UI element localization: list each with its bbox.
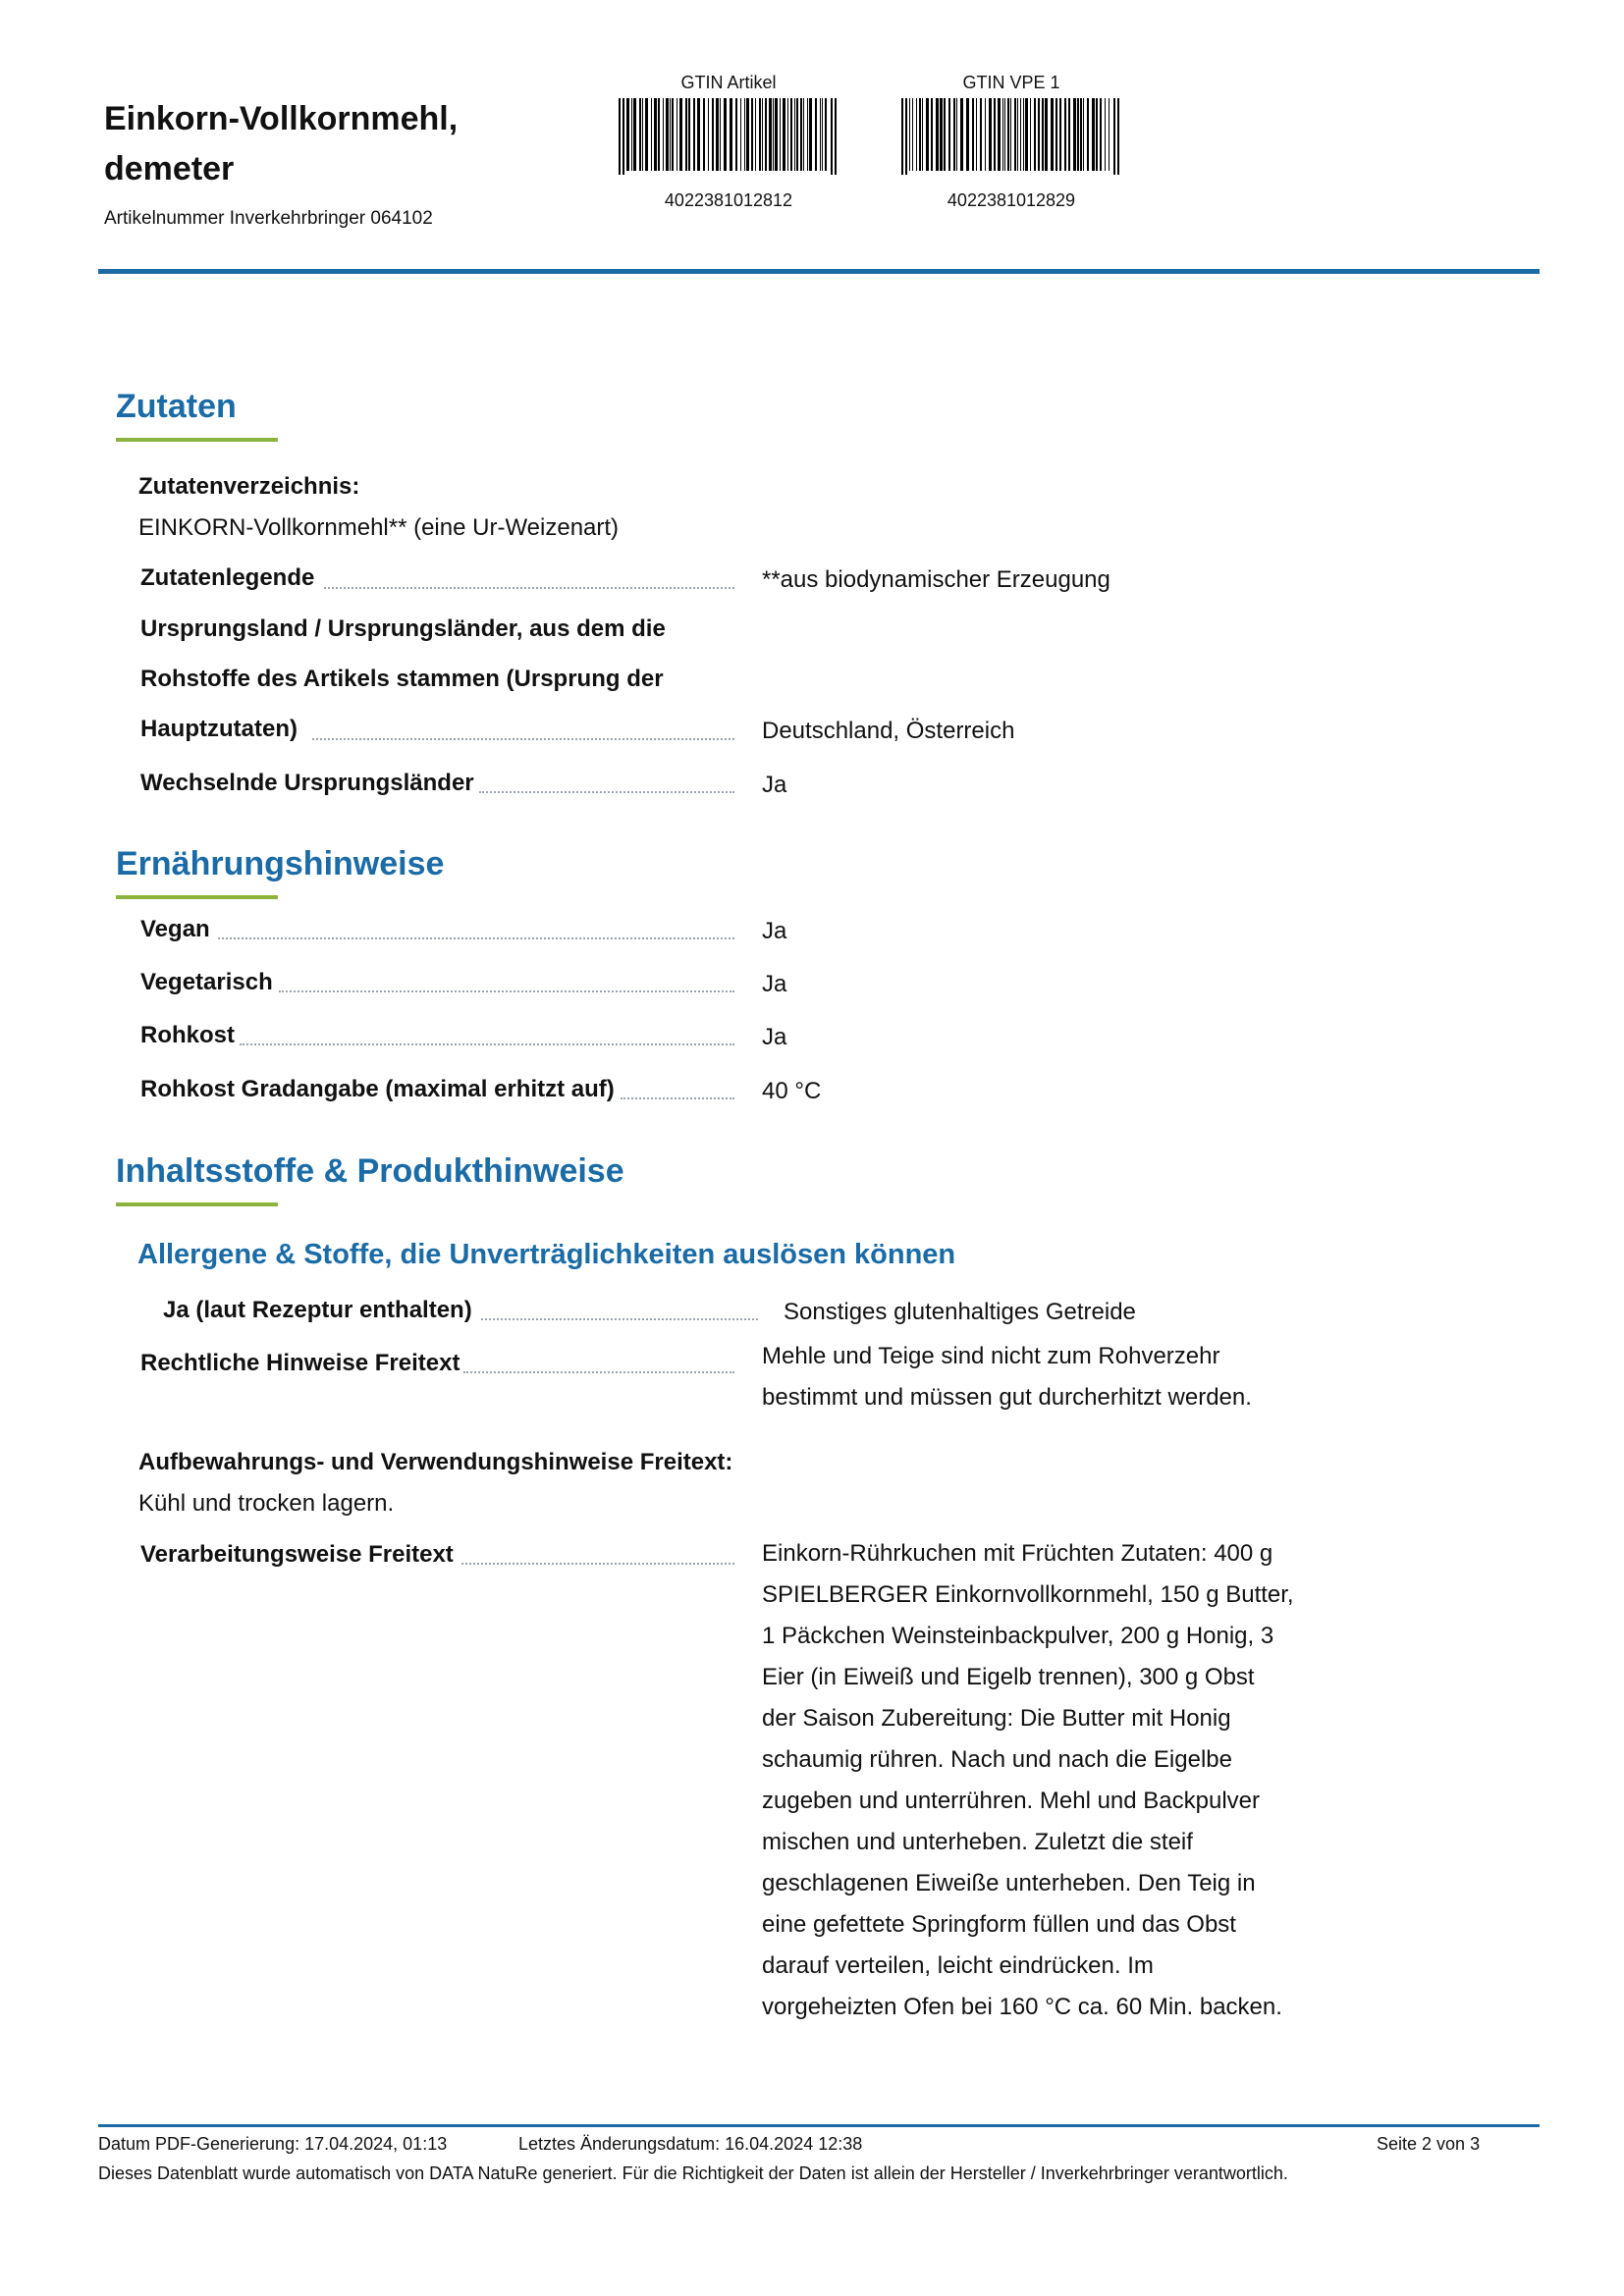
footer-disclaimer: Dieses Datenblatt wurde automatisch von DATA NatuRe generiert. Für die Richtigkeit der Daten ist allein der Hersteller / Inverkehrbringer verantwortlich. bbox=[98, 2163, 1288, 2183]
section-heading-zutaten: Zutaten bbox=[116, 388, 237, 425]
label-wechselnde-ursprungslaender: Wechselnde Ursprungsländer bbox=[140, 770, 474, 796]
recipe-line: mischen und unterheben. Zuletzt die steif bbox=[762, 1829, 1193, 1855]
label-allergene-ja: Ja (laut Rezeptur enthalten) bbox=[163, 1297, 472, 1323]
recipe-line: Eier (in Eiweiß und Eigelb trennen), 300 g Obst bbox=[762, 1664, 1255, 1690]
article-number: Artikelnummer Inverkehrbringer 064102 bbox=[104, 208, 433, 229]
label-rohkost-gradangabe: Rohkost Gradangabe (maximal erhitzt auf) bbox=[140, 1076, 615, 1102]
label-zutatenlegende: Zutatenlegende bbox=[140, 564, 315, 591]
zutatenverzeichnis-label: Zutatenverzeichnis: bbox=[138, 473, 360, 500]
value-verarbeitungsweise bbox=[762, 1533, 1331, 2028]
label-ursprung-line2: Rohstoffe des Artikels stammen (Ursprung der bbox=[140, 666, 664, 692]
label-vegan: Vegan bbox=[140, 916, 210, 942]
barcode-number-vpe: 4022381012829 bbox=[947, 190, 1076, 210]
barcode-article bbox=[617, 98, 840, 175]
leader-dots bbox=[461, 1563, 734, 1565]
value-zutatenlegende: **aus biodynamischer Erzeugung bbox=[762, 566, 1110, 593]
subheading-allergene: Allergene & Stoffe, die Unverträglichkeiten auslösen können bbox=[137, 1239, 956, 1270]
recipe-line: zugeben und unterrühren. Mehl und Backpulver bbox=[762, 1788, 1260, 1814]
recipe-line: SPIELBERGER Einkornvollkornmehl, 150 g Butter, bbox=[762, 1581, 1294, 1608]
section-heading-ernaehrung: Ernährungshinweise bbox=[116, 845, 445, 882]
recipe-line: geschlagenen Eiweiße unterheben. Den Teig in bbox=[762, 1870, 1256, 1896]
value-rohkost: Ja bbox=[762, 1024, 787, 1050]
value-ursprung: Deutschland, Österreich bbox=[762, 718, 1015, 744]
footer-page-number: Seite 2 von 3 bbox=[1377, 2134, 1481, 2154]
leader-dots bbox=[479, 791, 734, 793]
value-vegan: Ja bbox=[762, 918, 787, 944]
product-title-line1: Einkorn-Vollkornmehl, bbox=[104, 100, 459, 137]
recipe-line: der Saison Zubereitung: Die Butter mit Honig bbox=[762, 1705, 1231, 1732]
footer-divider bbox=[98, 2124, 1540, 2127]
section-heading-inhaltsstoffe: Inhaltsstoffe & Produkthinweise bbox=[116, 1152, 624, 1190]
value-rohkost-gradangabe: 40 °C bbox=[762, 1078, 822, 1104]
leader-dots bbox=[312, 738, 734, 740]
label-vegetarisch: Vegetarisch bbox=[140, 969, 273, 995]
section-underline-zutaten bbox=[116, 438, 278, 442]
barcode-number-article: 4022381012812 bbox=[664, 190, 793, 210]
barcode-vpe bbox=[899, 98, 1123, 175]
zutatenverzeichnis-value: EINKORN-Vollkornmehl** (eine Ur-Weizenart) bbox=[138, 514, 620, 541]
leader-dots bbox=[279, 990, 734, 992]
label-verarbeitungsweise: Verarbeitungsweise Freitext bbox=[140, 1541, 454, 1568]
leader-dots bbox=[240, 1043, 734, 1045]
section-underline-ernaehrung bbox=[116, 895, 278, 899]
label-aufbewahrung: Aufbewahrungs- und Verwendungshinweise Freitext: bbox=[138, 1449, 733, 1475]
footer-changed: Letztes Änderungsdatum: 16.04.2024 12:38 bbox=[518, 2134, 863, 2154]
recipe-line: eine gefettete Springform füllen und das Obst bbox=[762, 1911, 1236, 1938]
product-title bbox=[104, 94, 595, 194]
product-title-line2: demeter bbox=[104, 150, 235, 187]
recipe-line: 1 Päckchen Weinsteinbackpulver, 200 g Honig, 3 bbox=[762, 1623, 1274, 1649]
label-rechtliche-hinweise: Rechtliche Hinweise Freitext bbox=[140, 1350, 460, 1376]
leader-dots bbox=[621, 1097, 734, 1099]
barcode-label-vpe: GTIN VPE 1 bbox=[962, 73, 1060, 92]
label-ursprung-line1: Ursprungsland / Ursprungsländer, aus dem die bbox=[140, 615, 666, 642]
value-rechtliche-hinweise-line2: bestimmt und müssen gut durcherhitzt werden. bbox=[762, 1384, 1252, 1411]
value-rechtliche-hinweise-line1: Mehle und Teige sind nicht zum Rohverzehr bbox=[762, 1343, 1220, 1369]
label-rohkost: Rohkost bbox=[140, 1022, 235, 1048]
value-allergene: Sonstiges glutenhaltiges Getreide bbox=[784, 1299, 1136, 1325]
recipe-line: darauf verteilen, leicht eindrücken. Im bbox=[762, 1952, 1154, 1979]
barcode-label-article: GTIN Artikel bbox=[680, 73, 777, 92]
recipe-line: vorgeheizten Ofen bei 160 °C ca. 60 Min. backen. bbox=[762, 1994, 1282, 2020]
leader-dots bbox=[218, 937, 734, 939]
label-ursprung-line3: Hauptzutaten) bbox=[140, 716, 298, 742]
value-aufbewahrung: Kühl und trocken lagern. bbox=[138, 1490, 395, 1517]
leader-dots bbox=[463, 1371, 734, 1373]
leader-dots bbox=[324, 587, 734, 589]
footer-generated: Datum PDF-Generierung: 17.04.2024, 01:13 bbox=[98, 2134, 448, 2154]
section-underline-inhaltsstoffe bbox=[116, 1202, 278, 1206]
leader-dots bbox=[481, 1318, 758, 1320]
header-divider bbox=[98, 269, 1540, 274]
value-wechselnde-ursprungslaender: Ja bbox=[762, 772, 787, 798]
value-vegetarisch: Ja bbox=[762, 971, 787, 997]
recipe-line: schaumig rühren. Nach und nach die Eigelbe bbox=[762, 1746, 1232, 1773]
recipe-line: Einkorn-Rührkuchen mit Früchten Zutaten: 400 g bbox=[762, 1540, 1273, 1567]
